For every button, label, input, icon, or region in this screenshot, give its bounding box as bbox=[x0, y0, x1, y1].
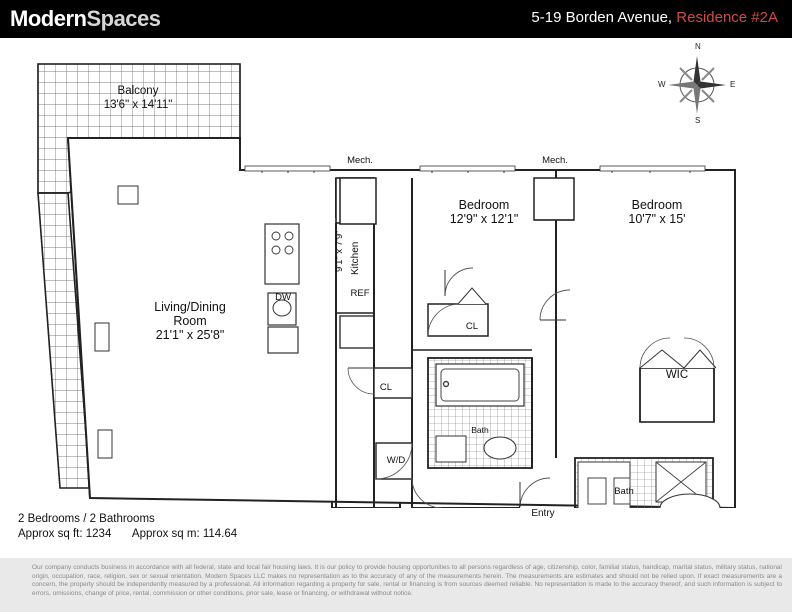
room-label-closet-1: CL bbox=[465, 321, 479, 332]
room-label-mech-2: Mech. bbox=[542, 155, 568, 166]
room-label-ref: REF bbox=[350, 288, 370, 299]
property-address bbox=[531, 9, 778, 26]
residence-text: Residence #2A bbox=[676, 9, 778, 26]
compass-label-east: E bbox=[730, 80, 736, 89]
room-label-washer-dryer: W/D bbox=[386, 455, 406, 466]
room-label-bath-1: Bath bbox=[471, 425, 489, 435]
room-label-bath-2: Bath bbox=[614, 486, 634, 497]
company-logo bbox=[10, 6, 161, 32]
room-label-bedroom-1: Bedroom 12'9" x 12'1" bbox=[449, 198, 519, 226]
compass-label-north: N bbox=[695, 42, 701, 51]
beds-baths-text: 2 Bedrooms / 2 Bathrooms bbox=[18, 513, 155, 525]
room-label-closet-2: CL bbox=[379, 382, 393, 393]
room-label-entry: Entry bbox=[531, 508, 555, 519]
sqm-text: Approx sq m: 114.64 bbox=[131, 528, 238, 540]
room-label-mech-1: Mech. bbox=[347, 155, 373, 166]
logo-modern-text: Modern bbox=[10, 6, 87, 31]
room-dims-kitchen: 9'1" x 7'9" bbox=[334, 230, 345, 272]
address-text: 5-19 Borden Avenue, bbox=[531, 9, 677, 26]
room-label-wic: WIC bbox=[665, 369, 689, 381]
room-label-dishwasher: DW bbox=[275, 292, 291, 303]
sqft-text: Approx sq ft: 1234 bbox=[18, 528, 112, 540]
room-label-bedroom-2: Bedroom 10'7" x 15' bbox=[628, 198, 686, 226]
compass-label-west: W bbox=[658, 80, 666, 89]
room-label-balcony: Balcony 13'6" x 14'11" bbox=[103, 85, 173, 111]
unit-summary bbox=[18, 513, 255, 540]
room-label-kitchen: Kitchen bbox=[350, 241, 361, 275]
room-label-living-dining: Living/Dining Room 21'1" x 25'8" bbox=[154, 300, 226, 342]
compass-label-south: S bbox=[695, 116, 701, 125]
logo-spaces-text: Spaces bbox=[86, 6, 161, 31]
header-bar bbox=[0, 0, 792, 38]
disclaimer-text: Our company conducts business in accordance with all federal, state and local fair housing laws. It is our policy to provide housing opportunities to all persons regardless of age, citizenship, color, familial status, handicap, marital status, military status, national origin, occupation, race, religion, sex or sexual orientation. Modern Spaces LLC makes no representation as to the accuracy of any of the measurements herein. The measurements are estimates and should not be relied upon. If exact measurements are a concern, the property should be independently measured by a professional. All information regarding a property for sale, rental or financing is from sources deemed reliable. No representation is made to the accuracy thereof, and such information is subject to errors, omissions, change of price, rental, commission or other conditions, prior sale, lease or financing, or withdrawal without notice. bbox=[0, 558, 792, 612]
